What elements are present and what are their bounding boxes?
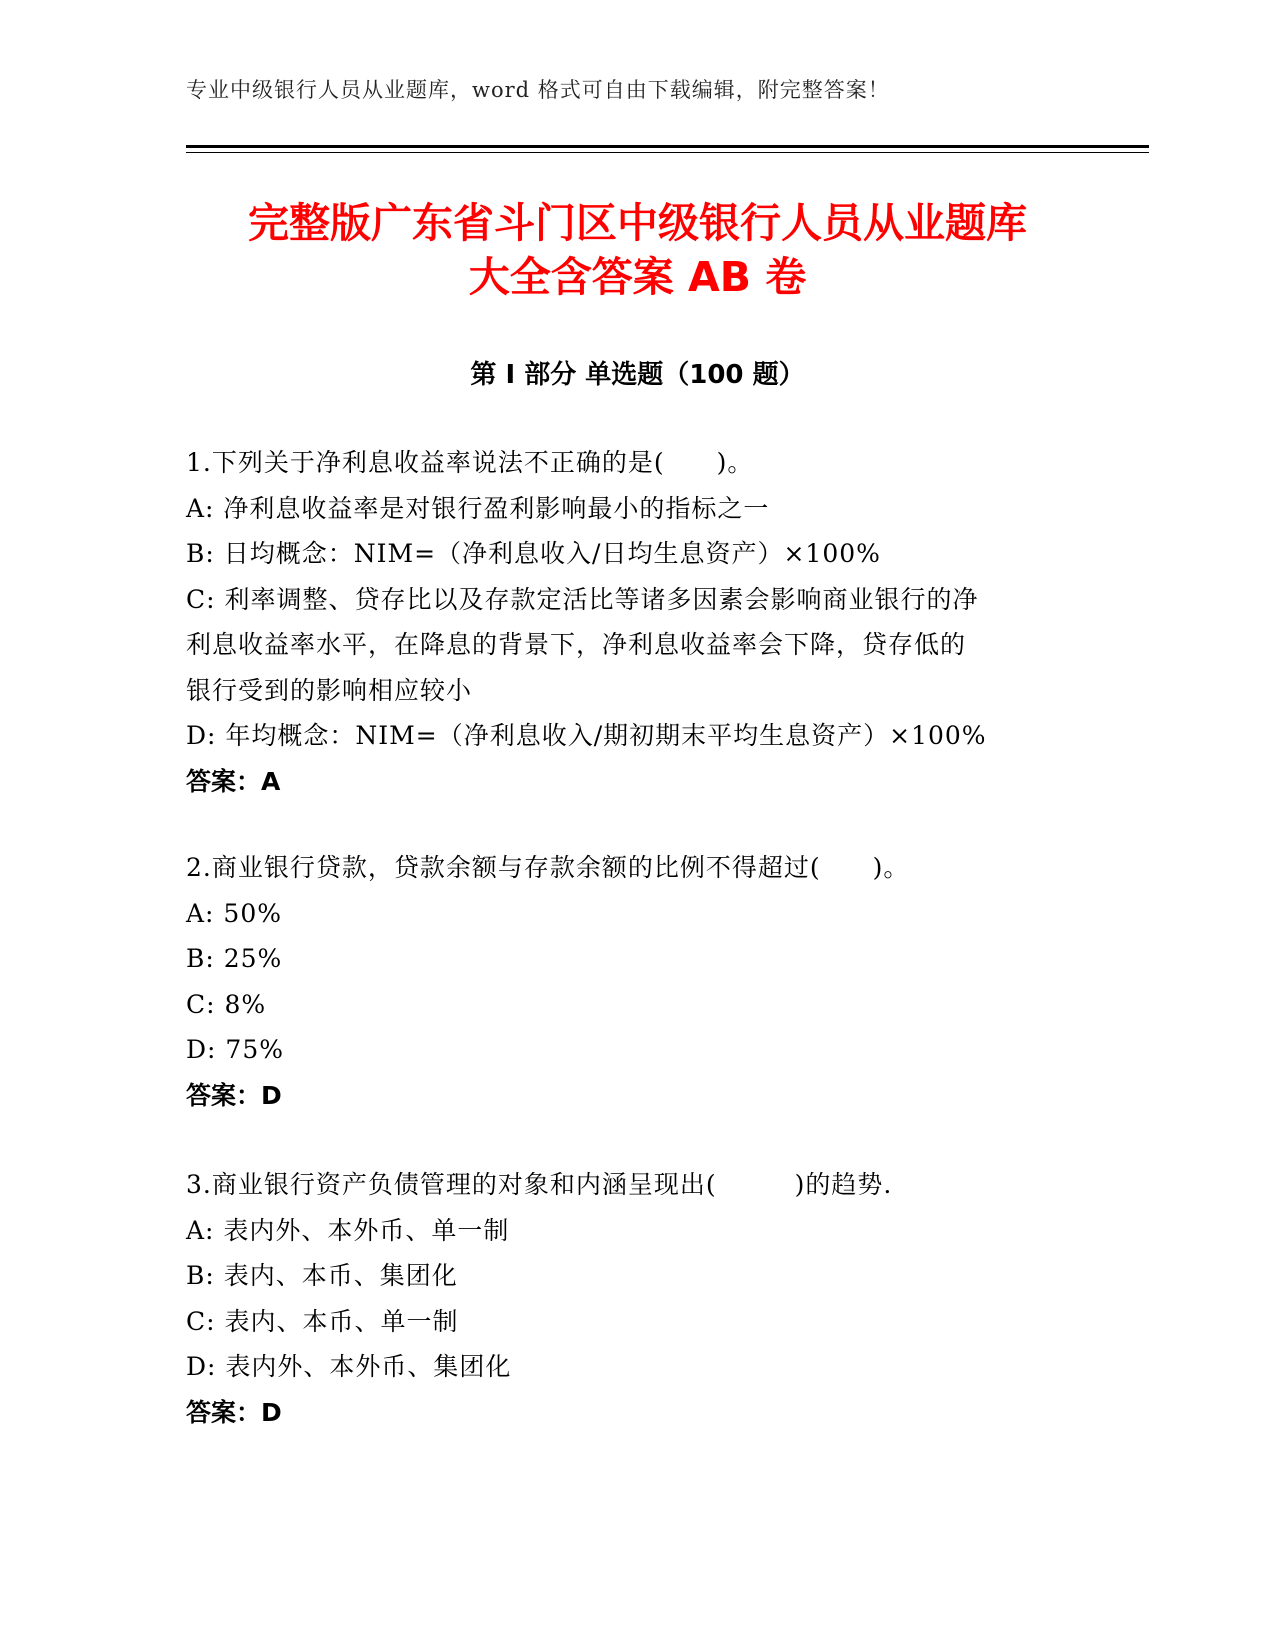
document-title (100, 196, 1175, 304)
question-stem: 1.下列关于净利息收益率说法不正确的是( )。 (186, 448, 754, 477)
option-a: A: 50% (186, 898, 282, 928)
section-title: 第 I 部分 单选题（100 题） (470, 360, 805, 390)
option-c: C: 8% (186, 989, 267, 1019)
option-c-continued: 银行受到的影响相应较小 (186, 675, 473, 705)
option-b: B: 表内、本币、集团化 (186, 1261, 458, 1290)
option-b: B: 25% (186, 944, 283, 973)
option-d: D: 75% (186, 1035, 284, 1064)
option-a: A: 表内外、本外币、单一制 (186, 1215, 510, 1245)
question-2 (186, 845, 1086, 1118)
question-1 (186, 440, 1086, 804)
answer: 答案：A (186, 766, 281, 796)
option-c: C: 利率调整、贷存比以及存款定活比等诸多因素会影响商业银行的净 (186, 584, 979, 614)
option-b: B: 日均概念：NIM=（净利息收入/日均生息资产）×100% (186, 539, 881, 568)
option-d: D: 年均概念：NIM=（净利息收入/期初期末平均生息资产）×100% (186, 721, 987, 750)
option-c: C: 表内、本币、单一制 (186, 1306, 459, 1336)
header-rule-thick (186, 145, 1149, 148)
header-rule-thin (186, 152, 1149, 153)
option-a: A: 净利息收益率是对银行盈利影响最小的指标之一 (186, 493, 770, 523)
option-c-continued: 利息收益率水平，在降息的背景下，净利息收益率会下降，贷存低的 (186, 630, 967, 659)
answer: 答案：D (186, 1080, 282, 1110)
question-3 (186, 1162, 1086, 1435)
answer: 答案：D (186, 1397, 282, 1427)
option-d: D: 表内外、本外币、集团化 (186, 1352, 512, 1381)
document-title-line-2: 大全含答案 AB 卷 (468, 253, 807, 301)
question-stem: 3.商业银行资产负债管理的对象和内涵呈现出( )的趋势. (186, 1170, 893, 1199)
document-title-line-1: 完整版广东省斗门区中级银行人员从业题库 (248, 199, 1027, 247)
question-stem: 2.商业银行贷款，贷款余额与存款余额的比例不得超过( )。 (186, 853, 910, 882)
header-note: 专业中级银行人员从业题库，word 格式可自由下载编辑，附完整答案！ (186, 78, 890, 102)
